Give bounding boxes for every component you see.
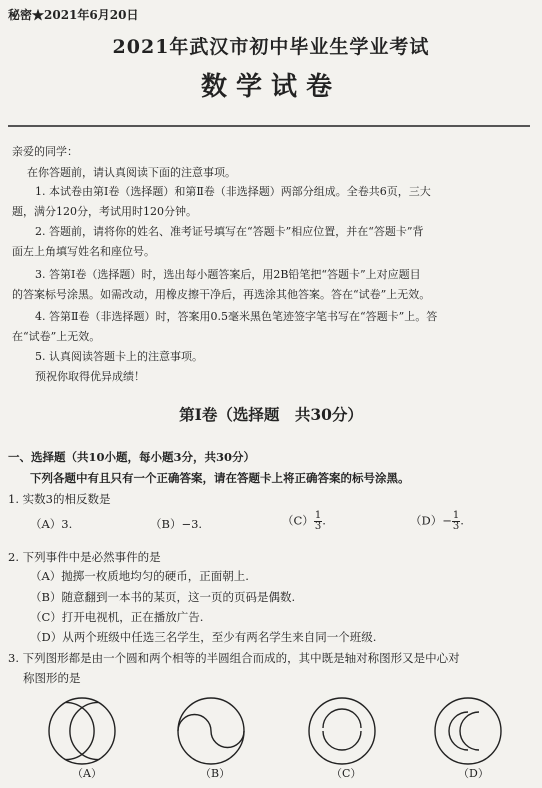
- figure-d: [430, 693, 506, 769]
- section-title: 第Ⅰ卷（选择题 共30分）: [179, 405, 363, 424]
- question-2-stem: 2. 下列事件中是必然事件的是: [8, 550, 161, 564]
- notice-item-line: 在“试卷”上无效。: [12, 330, 101, 343]
- option-c-label: （C）: [282, 513, 314, 528]
- exam-subtitle: 数学试卷: [200, 72, 341, 102]
- fraction-denominator: 3: [314, 521, 322, 532]
- notice-closing: 预祝你取得优异成绩！: [35, 370, 145, 383]
- notice-item-line: 的答案标号涂黑。如需改动，用橡皮擦干净后，再选涂其他答案。答在“试卷”上无效。: [12, 288, 431, 301]
- fraction: [452, 511, 460, 532]
- fraction-numerator: 1: [452, 510, 460, 521]
- question-2-option-b: （B）随意翻到一本书的某页，这一页的页码是偶数.: [30, 590, 296, 604]
- period: .: [322, 513, 326, 528]
- notice-item-line: 4. 答第Ⅱ卷（非选择题）时，答案用0.5毫米黑色笔迹签字笔书写在“答题卡”上。答: [35, 310, 438, 323]
- question-1-option-d: [410, 511, 464, 532]
- question-1-option-b: （B）−3.: [150, 517, 203, 531]
- question-3-stem-line1: 3. 下列图形都是由一个圆和两个相等的半圆组合而成的，其中既是轴对称图形又是中心对: [8, 651, 460, 665]
- question-2-option-a: （A）抛掷一枚质地均匀的硬币，正面朝上.: [30, 569, 249, 583]
- exam-title: 2021年武汉市初中毕业生学业考试: [112, 36, 430, 58]
- part-instruction: 下列各题中有且只有一个正确答案，请在答题卡上将正确答案的标号涂黑。: [30, 471, 410, 485]
- notice-item-line: 3. 答第Ⅰ卷（选择题）时，选出每小题答案后，用2B铅笔把“答题卡”上对应题目: [35, 268, 421, 281]
- part-heading: 一、选择题（共10小题，每小题3分，共30分）: [8, 450, 256, 464]
- question-3-stem-line2: 称图形的是: [23, 671, 81, 685]
- figure-a-label: （A）: [72, 767, 102, 780]
- figure-d-label: （D）: [458, 767, 489, 780]
- fraction-denominator: 3: [452, 521, 460, 532]
- figure-c-label: （C）: [331, 767, 362, 780]
- notice-item-line: 面左上角填写姓名和座位号。: [12, 245, 155, 258]
- header-divider: [8, 125, 530, 127]
- period: .: [460, 513, 464, 528]
- notice-intro: 在你答题前，请认真阅读下面的注意事项。: [27, 166, 236, 179]
- figure-b: [173, 693, 249, 769]
- notice-item-line: 2. 答题前，请将你的姓名、准考证号填写在“答题卡”相应位置，并在“答题卡”背: [35, 225, 424, 238]
- option-d-label: （D）−: [410, 513, 452, 528]
- figure-a: [44, 693, 120, 769]
- question-2-option-c: （C）打开电视机，正在播放广告.: [30, 610, 204, 624]
- question-1-option-a: （A）3.: [30, 517, 73, 531]
- notice-item-line: 题，满分120分，考试用时120分钟。: [12, 205, 197, 218]
- notice-item-line: 5. 认真阅读答题卡上的注意事项。: [35, 350, 203, 363]
- figure-b-label: （B）: [200, 767, 231, 780]
- confidential-label: 秘密★2021年6月20日: [8, 8, 139, 22]
- fraction-numerator: 1: [314, 510, 322, 521]
- question-2-option-d: （D）从两个班级中任选三名学生，至少有两名学生来自同一个班级.: [30, 630, 377, 644]
- figure-c: [304, 693, 380, 769]
- question-1-option-c: [282, 511, 326, 532]
- fraction: [314, 511, 322, 532]
- notice-greeting: 亲爱的同学：: [12, 145, 78, 158]
- question-1-stem: 1. 实数3的相反数是: [8, 492, 111, 506]
- notice-item-line: 1. 本试卷由第Ⅰ卷（选择题）和第Ⅱ卷（非选择题）两部分组成。全卷共6页，三大: [35, 185, 431, 198]
